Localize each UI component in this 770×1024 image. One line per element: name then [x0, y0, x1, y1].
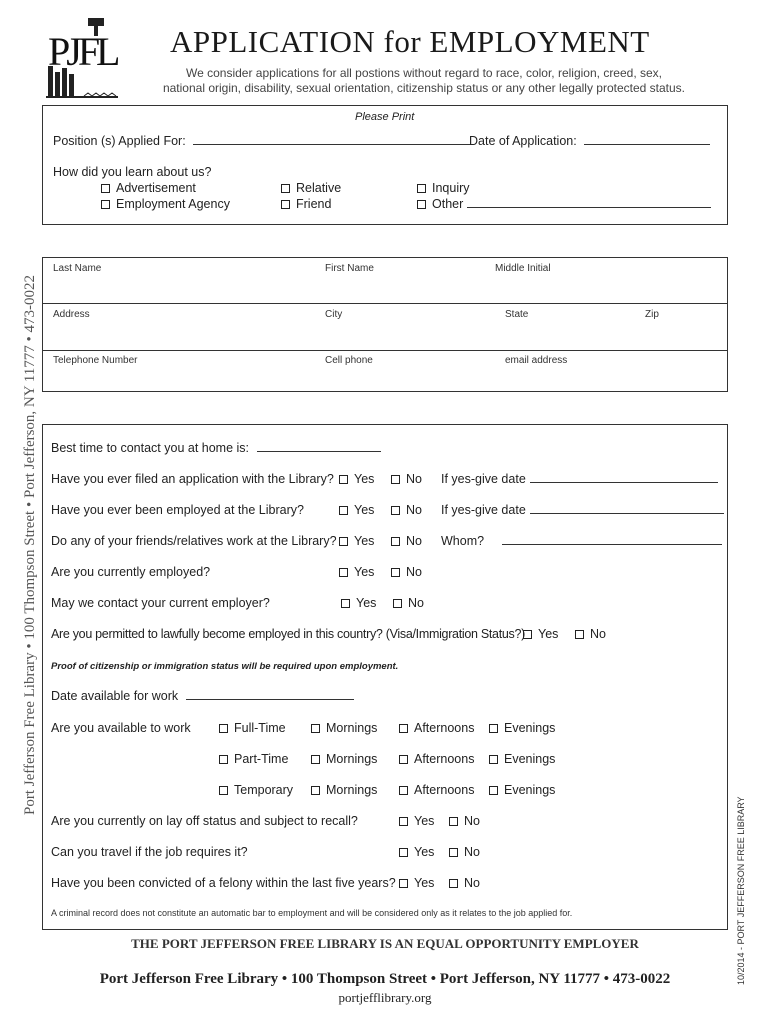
logo-letters: PJFL — [48, 29, 117, 74]
page-title: APPLICATION for EMPLOYMENT — [170, 24, 650, 59]
checkbox[interactable] — [311, 724, 320, 733]
divider — [43, 303, 727, 304]
date-application-input[interactable] — [584, 135, 710, 145]
full-time-label: Full-Time — [234, 721, 286, 735]
footer-website[interactable]: portjefflibrary.org — [338, 990, 432, 1005]
checkbox[interactable] — [219, 755, 228, 764]
q-filed-date — [441, 472, 718, 486]
option-friend[interactable] — [281, 197, 331, 211]
eoe-statement: THE PORT JEFFERSON FREE LIBRARY IS AN EQUAL OPPORTUNITY EMPLOYER — [131, 936, 639, 951]
checkbox[interactable] — [417, 200, 426, 209]
whom-input[interactable] — [502, 535, 722, 545]
checkbox[interactable] — [219, 786, 228, 795]
cell-phone-field[interactable]: Cell phone — [325, 355, 373, 366]
q-travel-yes[interactable] — [399, 845, 434, 859]
checkbox[interactable] — [399, 817, 408, 826]
other-input[interactable] — [467, 198, 711, 208]
q-employed-library-label: Have you ever been employed at the Library? — [51, 503, 304, 517]
available-label: Are you available to work — [51, 721, 191, 735]
checkbox[interactable] — [393, 599, 402, 608]
section-questions — [42, 424, 728, 930]
filed-date-input[interactable] — [530, 473, 718, 483]
checkbox[interactable] — [391, 568, 400, 577]
yes-label: Yes — [414, 814, 435, 828]
checkbox[interactable] — [339, 568, 348, 577]
checkbox[interactable] — [101, 184, 110, 193]
divider — [43, 350, 727, 351]
evenings-label: Evenings — [504, 783, 556, 797]
city-field[interactable]: City — [325, 309, 343, 320]
checkbox[interactable] — [339, 475, 348, 484]
checkbox[interactable] — [341, 599, 350, 608]
no-label: No — [590, 627, 606, 641]
best-time-input[interactable] — [257, 442, 381, 452]
checkbox[interactable] — [399, 755, 408, 764]
part-time-afternoons[interactable] — [399, 752, 474, 766]
option-inquiry[interactable] — [417, 181, 470, 195]
footer-address: Port Jefferson Free Library • 100 Thompson Street • Port Jefferson, NY 11777 • 473-0022 — [99, 971, 671, 987]
zip-field[interactable]: Zip — [645, 309, 659, 320]
no-label: No — [408, 596, 424, 610]
checkbox[interactable] — [101, 200, 110, 209]
q-friends-whom — [441, 534, 722, 548]
no-label: No — [406, 503, 422, 517]
middle-initial-field[interactable]: Middle Initial — [495, 263, 551, 274]
checkbox[interactable] — [391, 537, 400, 546]
afternoons-label: Afternoons — [414, 783, 475, 797]
proof-note: Proof of citizenship or immigration status will be required upon employment. — [51, 661, 399, 672]
q-felony-label: Have you been convicted of a felony within the last five years? — [51, 876, 396, 890]
q-permitted-yes[interactable] — [523, 627, 558, 641]
full-time-afternoons[interactable] — [399, 721, 474, 735]
option-label: Inquiry — [432, 181, 470, 195]
temporary-option[interactable] — [219, 783, 293, 797]
q-travel-no[interactable] — [449, 845, 480, 859]
checkbox[interactable] — [281, 200, 290, 209]
option-relative[interactable] — [281, 181, 341, 195]
temporary-afternoons[interactable] — [399, 783, 474, 797]
date-available-label: Date available for work — [51, 689, 179, 703]
evenings-label: Evenings — [504, 752, 556, 766]
q-filed-label: Have you ever filed an application with the Library? — [51, 472, 334, 486]
q-contact-yes[interactable] — [341, 596, 376, 610]
q-employed-library-yes[interactable] — [339, 503, 374, 517]
option-label: Friend — [296, 197, 332, 211]
temporary-label: Temporary — [234, 783, 294, 797]
whom-label: Whom? — [441, 534, 485, 548]
learn-label: How did you learn about us? — [53, 165, 212, 179]
criminal-note: A criminal record does not constitute an automatic bar to employment and will be considered only as it relates to the job applied for. — [51, 908, 573, 918]
no-label: No — [406, 472, 422, 486]
option-other[interactable] — [417, 197, 711, 211]
checkbox[interactable] — [489, 786, 498, 795]
yes-label: Yes — [354, 503, 375, 517]
mornings-label: Mornings — [326, 721, 378, 735]
checkbox[interactable] — [339, 506, 348, 515]
position-label — [53, 134, 471, 148]
date-label-text: Date of Application: — [469, 134, 577, 148]
no-label: No — [464, 876, 480, 890]
checkbox[interactable] — [449, 879, 458, 888]
option-employment-agency[interactable] — [101, 197, 230, 211]
option-label: Employment Agency — [116, 197, 230, 211]
checkbox[interactable] — [489, 724, 498, 733]
checkbox[interactable] — [311, 786, 320, 795]
library-logo — [44, 16, 124, 100]
best-time-label: Best time to contact you at home is: — [51, 441, 250, 455]
q-layoff-yes[interactable] — [399, 814, 434, 828]
address-field[interactable]: Address — [53, 309, 90, 320]
section-position — [42, 105, 728, 225]
temporary-evenings[interactable] — [489, 783, 555, 797]
checkbox[interactable] — [489, 755, 498, 764]
checkbox[interactable] — [219, 724, 228, 733]
yes-label: Yes — [414, 845, 435, 859]
part-time-option[interactable] — [219, 752, 288, 766]
date-application-label — [469, 134, 710, 148]
q-employed-library-date — [441, 503, 724, 517]
no-label: No — [464, 845, 480, 859]
checkbox[interactable] — [449, 848, 458, 857]
q-contact-no[interactable] — [393, 596, 424, 610]
afternoons-label: Afternoons — [414, 752, 475, 766]
q-felony-no[interactable] — [449, 876, 480, 890]
yes-label: Yes — [538, 627, 559, 641]
full-time-evenings[interactable] — [489, 721, 555, 735]
evenings-label: Evenings — [504, 721, 556, 735]
yes-label: Yes — [354, 472, 375, 486]
q-contact-label: May we contact your current employer? — [51, 596, 270, 610]
yes-label: Yes — [354, 565, 375, 579]
position-label-text: Position (s) Applied For: — [53, 134, 186, 148]
option-label: Relative — [296, 181, 342, 195]
q-permitted-label: Are you permitted to lawfully become employed in this country? (Visa/Immigration Status?) — [51, 627, 525, 641]
mornings-label: Mornings — [326, 783, 378, 797]
section-contact-info — [42, 257, 728, 392]
state-field[interactable]: State — [505, 309, 529, 320]
checkbox[interactable] — [399, 848, 408, 857]
q-travel-label: Can you travel if the job requires it? — [51, 845, 248, 859]
right-vertical-revision: 10/2014 - PORT JEFFERSON FREE LIBRARY — [736, 796, 746, 985]
temporary-mornings[interactable] — [311, 783, 377, 797]
checkbox[interactable] — [399, 879, 408, 888]
email-field[interactable]: email address — [505, 355, 568, 366]
q-current-label: Are you currently employed? — [51, 565, 211, 579]
position-input[interactable] — [193, 135, 471, 145]
q-friends-yes[interactable] — [339, 534, 374, 548]
please-print: Please Print — [355, 111, 415, 123]
checkbox[interactable] — [417, 184, 426, 193]
q-filed-no[interactable] — [391, 472, 422, 486]
q-current-yes[interactable] — [339, 565, 374, 579]
full-time-mornings[interactable] — [311, 721, 377, 735]
checkbox[interactable] — [311, 755, 320, 764]
employed-date-input[interactable] — [530, 504, 724, 514]
checkbox[interactable] — [391, 506, 400, 515]
no-label: No — [406, 565, 422, 579]
telephone-field[interactable]: Telephone Number — [53, 355, 138, 366]
q-friends-label: Do any of your friends/relatives work at the Library? — [51, 534, 337, 548]
q-layoff-no[interactable] — [449, 814, 480, 828]
no-label: No — [406, 534, 422, 548]
q-employed-library-no[interactable] — [391, 503, 422, 517]
checkbox[interactable] — [391, 475, 400, 484]
if-yes-date-label: If yes-give date — [441, 472, 526, 486]
checkbox[interactable] — [575, 630, 584, 639]
checkbox[interactable] — [399, 724, 408, 733]
q-current-no[interactable] — [391, 565, 422, 579]
option-label: Advertisement — [116, 181, 196, 195]
part-time-evenings[interactable] — [489, 752, 555, 766]
checkbox[interactable] — [281, 184, 290, 193]
checkbox[interactable] — [339, 537, 348, 546]
afternoons-label: Afternoons — [414, 721, 475, 735]
no-label: No — [464, 814, 480, 828]
full-time-option[interactable] — [219, 721, 286, 735]
q-filed-yes[interactable] — [339, 472, 374, 486]
first-name-field[interactable]: First Name — [325, 263, 374, 274]
option-advertisement[interactable] — [101, 181, 196, 195]
notice-line-2: national origin, disability, sexual orientation, citizenship status or any other legally protected status. — [162, 81, 686, 95]
notice-line-1: We consider applications for all postions without regard to race, color, religion, creed, sex, — [185, 66, 663, 80]
option-label: Other — [432, 197, 464, 211]
yes-label: Yes — [414, 876, 435, 890]
q-permitted-no[interactable] — [575, 627, 606, 641]
yes-label: Yes — [354, 534, 375, 548]
mornings-label: Mornings — [326, 752, 378, 766]
last-name-field[interactable]: Last Name — [53, 263, 102, 274]
part-time-label: Part-Time — [234, 752, 289, 766]
date-available-input[interactable] — [186, 690, 354, 700]
checkbox[interactable] — [449, 817, 458, 826]
best-time-row — [51, 441, 381, 455]
checkbox[interactable] — [523, 630, 532, 639]
part-time-mornings[interactable] — [311, 752, 377, 766]
if-yes-date-label: If yes-give date — [441, 503, 526, 517]
q-layoff-label: Are you currently on lay off status and subject to recall? — [51, 814, 358, 828]
date-available-row — [51, 689, 354, 703]
q-felony-yes[interactable] — [399, 876, 434, 890]
q-friends-no[interactable] — [391, 534, 422, 548]
checkbox[interactable] — [399, 786, 408, 795]
yes-label: Yes — [356, 596, 377, 610]
left-vertical-address: Port Jefferson Free Library • 100 Thompson Street • Port Jefferson, NY 11777 • 473-0022 — [22, 275, 38, 815]
